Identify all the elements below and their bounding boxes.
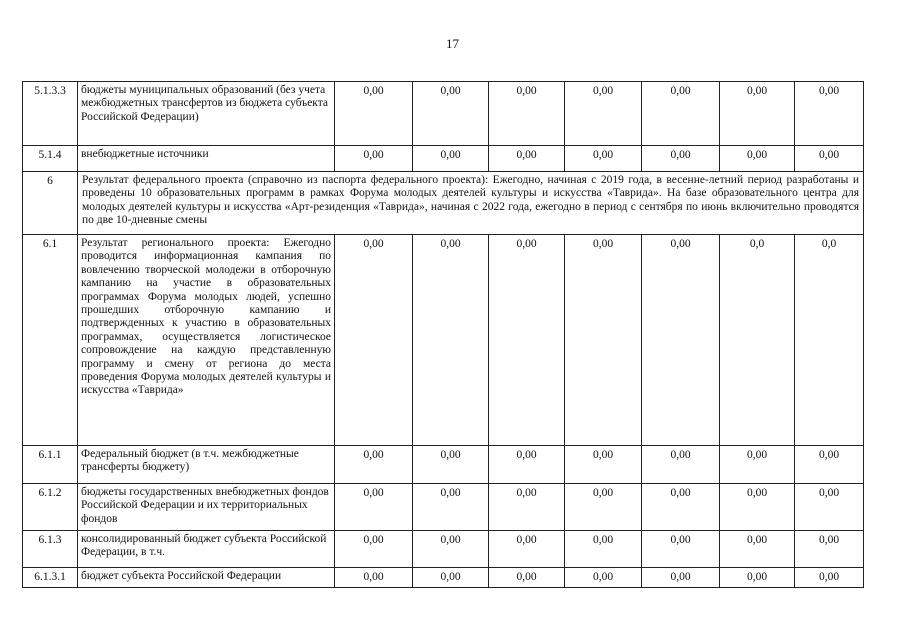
row-number: 6.1.1 [23,446,78,484]
row-value: 0,00 [565,484,642,531]
row-value: 0,00 [565,531,642,568]
row-value: 0,00 [335,484,413,531]
row-value: 0,00 [489,82,565,146]
row-value: 0,0 [795,235,864,446]
row-description: Федеральный бюджет (в т.ч. межбюджетные трансферты бюджету) [78,446,335,484]
row-number: 6.1 [23,235,78,446]
row-number: 5.1.3.3 [23,82,78,146]
page-number: 17 [446,36,459,51]
row-value: 0,00 [489,568,565,588]
row-value: 0,00 [413,446,489,484]
budget-table [22,81,864,588]
row-value: 0,00 [642,446,720,484]
row-value: 0,00 [795,484,864,531]
row-value: 0,00 [413,484,489,531]
row-value: 0,00 [335,446,413,484]
federal-result-text: Результат федерального проекта (справочно из паспорта федерального проекта): Ежегодно, начиная с 2019 года, в весенне-летний период разработаны и проведены 10 образовательных программ в рамках Форума молодых деятелей культуры и искусства «Таврида». На базе образовательного центра для молодых деятелей культуры и искусства «Арт-резиденция «Таврида», начиная с 2022 года, ежегодно в период с сентября по июнь включительно проводятся по две 10-дневные смены [78,172,864,235]
row-description: бюджеты муниципальных образований (без учета межбюджетных трансфертов из бюджета субъекта Российской Федерации) [78,82,335,146]
row-value: 0,00 [565,446,642,484]
row-value: 0,00 [565,82,642,146]
row-value: 0,00 [795,82,864,146]
row-value: 0,00 [642,235,720,446]
row-value: 0,00 [413,531,489,568]
row-value: 0,00 [795,531,864,568]
table-row [23,235,864,446]
row-value: 0,00 [642,146,720,172]
row-value: 0,00 [565,235,642,446]
row-value: 0,00 [642,568,720,588]
table-row [23,568,864,588]
table-row [23,146,864,172]
row-value: 0,00 [413,568,489,588]
row-value: 0,00 [720,82,795,146]
row-value: 0,00 [413,82,489,146]
row-description: Результат регионального проекта: Ежегодно проводится информационная кампания по вовлечению творческой молодежи в отборочную кампанию на участие в образовательных программах Форума молодых людей, успешно прошедших отборочную кампанию и подтвержденных к участию в образовательных программах, осуществляется логистическое сопровождение на каждую представленную программу и смену от региона до места проведения Форума молодых деятелей культуры и искусства «Таврида» [78,235,335,446]
row-value: 0,00 [720,146,795,172]
row-value: 0,00 [720,531,795,568]
table-row [23,172,864,235]
row-number: 6.1.3.1 [23,568,78,588]
row-value: 0,00 [795,568,864,588]
row-value: 0,00 [489,235,565,446]
row-value: 0,00 [642,82,720,146]
row-value: 0,00 [565,146,642,172]
row-value: 0,00 [335,568,413,588]
row-number: 5.1.4 [23,146,78,172]
row-value: 0,00 [795,146,864,172]
row-description: консолидированный бюджет субъекта Российской Федерации, в т.ч. [78,531,335,568]
row-value: 0,00 [489,484,565,531]
row-value: 0,00 [335,146,413,172]
table-row [23,484,864,531]
row-value: 0,00 [489,531,565,568]
row-description: бюджет субъекта Российской Федерации [78,568,335,588]
row-value: 0,00 [335,235,413,446]
table-row [23,531,864,568]
row-value: 0,00 [642,484,720,531]
row-value: 0,00 [489,146,565,172]
row-value: 0,0 [720,235,795,446]
row-description: бюджеты государственных внебюджетных фондов Российской Федерации и их территориальных фондов [78,484,335,531]
row-value: 0,00 [642,531,720,568]
row-value: 0,00 [335,531,413,568]
table-row [23,82,864,146]
row-value: 0,00 [720,484,795,531]
row-value: 0,00 [720,568,795,588]
row-value: 0,00 [489,446,565,484]
row-value: 0,00 [413,146,489,172]
table-row [23,446,864,484]
row-number: 6.1.3 [23,531,78,568]
row-value: 0,00 [335,82,413,146]
row-number: 6.1.2 [23,484,78,531]
row-number: 6 [23,172,78,235]
row-description: внебюджетные источники [78,146,335,172]
row-value: 0,00 [565,568,642,588]
row-value: 0,00 [720,446,795,484]
row-value: 0,00 [413,235,489,446]
row-value: 0,00 [795,446,864,484]
